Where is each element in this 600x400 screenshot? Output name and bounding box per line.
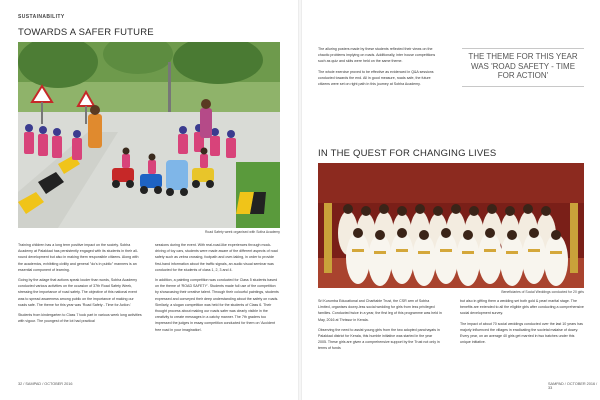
right-body-column-2 [460, 298, 584, 349]
left-body-column-1 [18, 242, 143, 328]
left-page [0, 0, 298, 400]
right-body-column-1 [318, 298, 442, 356]
social-wedding-illustration [318, 163, 584, 288]
left-photo-caption: Road Safety week organised with Sotha Academy [204, 230, 280, 234]
paragraph: The alluring posters made by these students reflected their views on the chaotic problems implying on roads. Additionally, inter house competitions such as quiz and skits were held on the same theme. [318, 47, 436, 64]
right-top-column [318, 46, 442, 91]
paragraph: Students from kindergarten to Class 7 took part in various week long activities with vigour. The youngest of the lot had practical [18, 313, 142, 324]
right-page [302, 0, 600, 400]
road-safety-photo [18, 42, 280, 228]
social-wedding-photo [318, 163, 584, 288]
paragraph: The impact of about 70 social weddings conducted over the last 10 years has majorly influenced the villages in eradicating the societal malaise of dowry. Every year, on an average 40 girls get married in two batches under this unique initiative. [460, 321, 583, 345]
road-safety-illustration [18, 42, 280, 228]
paragraph: Training children has a long term positive impact on the society. Sobha Academy at Palakkad has persistently engaged with its students in their all-round development but also in making them responsible citizens. Along with the academics, exhibiting civility and general "do's in public" manners is an essential component of learning. [18, 243, 139, 272]
left-heading: TOWARDS A SAFER FUTURE [18, 27, 154, 38]
paragraph: The whole exercise proved to be effective as evidenced in Q&A sessions conducted towards the end. All in good measure, roads safe, the future citizens were set on right path in this journey at Sobha Academy. [318, 69, 434, 87]
paragraph: Going by the adage that actions speak louder than words, Sobha Academy conducted various activities on the occasion of 37th Road Safety Week, stressing the importance of road safety. The objective of this national event was to spread awareness among public on the importance of making our roads safe. The theme for this year was 'Road Safety - Time for Action.' [18, 278, 138, 307]
paragraph: sessions during the event. With real-road-like experiences through mock-driving of toy cars, students were made aware of the different aspects of road safety such as zebra crossing, footpath and over-taking, in order to provide first-hand information about the traffic signals, an audio visual seminar was conducted for the students of class 1, 2, 3 and 4. [155, 243, 278, 272]
paragraph: In addition, a painting competition was conducted for Class 5 students based on the theme of 'ROAD SAFETY'. Students made full use of the competition by showcasing their creative talent. Through their colourful paintings, students expressed and conveyed their deep understanding about the safety on roads. Similarly, a slogan competition was held for the students of Class 6. Their thought process about making our roads safer was clearly visible in the creativity to create messages in a catchy manner. The 7th graders too impressed the judges in essay competition conducted for them on 'Accident free road in your imagination'. [155, 278, 279, 332]
right-folio: SAMPAD / OCTOBER 2016 / 33 [548, 382, 598, 390]
right-photo-caption: Beneficiaries of Social Weddings conducted for 20 girls [501, 290, 584, 294]
left-body-column-2 [155, 242, 280, 337]
left-folio: 32 / SAMPAD / OCTOBER 2016 [18, 382, 73, 386]
paragraph: but also in gifting them a wedding set both gold & pearl marital stage. The benefits are extended to all the eligible girls after conducting a comprehensive social development survey. [460, 299, 584, 316]
section-label: SUSTAINABILITY [18, 14, 65, 20]
pull-quote-rule [462, 48, 584, 49]
pull-quote: THE THEME FOR THIS YEAR WAS 'ROAD SAFETY - TIME FOR ACTION' [462, 52, 584, 87]
paragraph: Observing the need to assist young girls from the two adopted panchayats in Palakkad district for Kerala, this humble initiative was started in the year 2005. These girls are given a comprehensive support by the Trust not only in terms of funds [318, 327, 440, 351]
right-heading: IN THE QUEST FOR CHANGING LIVES [318, 148, 497, 159]
paragraph: Sri Kurumba Educational and Charitable Trust, the CSR arm of Sobha Limited, organises dowry-less social wedding for girls from less privileged families. Conducted twice in a year, the first leg of this programme was held in May, 2016 at Thrissur in Kerala. [318, 299, 442, 322]
